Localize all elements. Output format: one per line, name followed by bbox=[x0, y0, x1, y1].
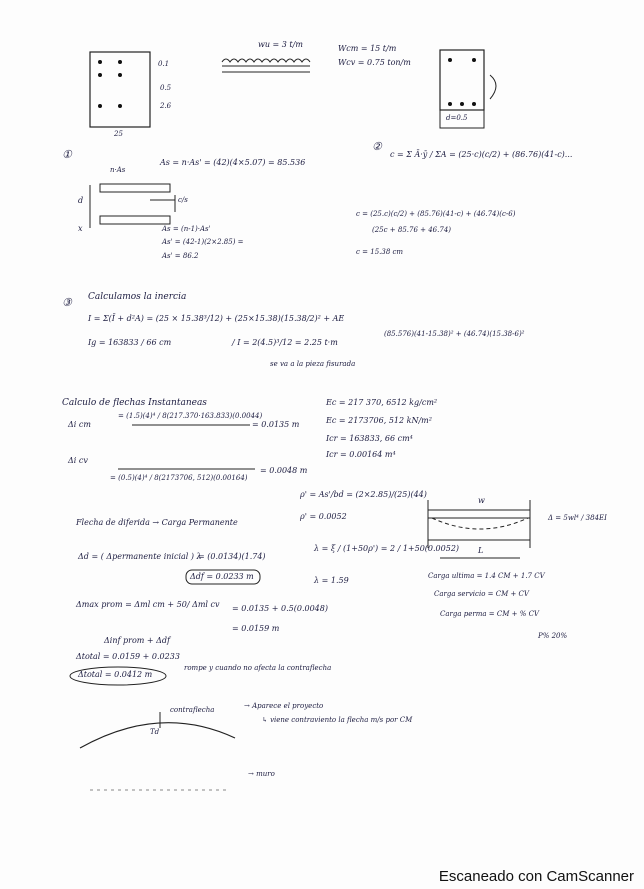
moment-arrow bbox=[490, 75, 496, 99]
beam-l: L bbox=[478, 546, 484, 555]
dmax-eq: Δmax prom = Δml cm + 50/ Δml cv bbox=[76, 600, 220, 609]
section-width: 25 bbox=[114, 130, 123, 138]
delta-result: Δdf = 0.0233 m bbox=[190, 572, 254, 581]
section3-inertia-eq: I = Σ(Ī + d²A) = (25 × 15.38³/12) + (25×15.38)(15.38/2)² + AE bbox=[88, 314, 345, 323]
section2-c-expand: c = (25.c)(c/2) + (85.76)(41-c) + (46.74)(c-6) bbox=[356, 210, 516, 218]
dcm-label: Δi cm bbox=[68, 420, 91, 429]
total-note: rompe y cuando no afecta la contraflecha bbox=[184, 664, 332, 672]
section1-step-3: As' = 86.2 bbox=[162, 252, 199, 260]
arrow-note: → muro bbox=[248, 770, 275, 778]
section1-area-eq: As = n·As' = (42)(4×5.07) = 85.536 bbox=[160, 158, 306, 167]
section3-moment-eq: / I = 2(4.5)³/12 = 2.25 t·m bbox=[232, 338, 338, 347]
ec-kg: Ec = 217 370, 6512 kg/cm² bbox=[326, 398, 438, 407]
section1-label-nas: n·As bbox=[110, 166, 126, 174]
section-box-2 bbox=[440, 50, 484, 110]
dtotal-eq: Δtotal = 0.0159 + 0.0233 bbox=[76, 652, 180, 661]
section1-step-2: As' = (42-1)(2×2.85) = bbox=[162, 238, 244, 246]
dtotal-res: Δtotal = 0.0412 m bbox=[78, 670, 153, 679]
icr-m: Icr = 0.00164 m⁴ bbox=[326, 450, 396, 459]
transformed-section-sketch bbox=[90, 184, 175, 228]
dim-b: 0.5 bbox=[160, 84, 172, 92]
dcv-result: = 0.0048 m bbox=[260, 466, 308, 475]
section3-inertia-result: Ig = 163833 / 66 cm bbox=[88, 338, 172, 347]
section2-c-result: c = 15.38 cm bbox=[356, 248, 404, 256]
section2-c-denom: (25c + 85.76 + 46.74) bbox=[372, 226, 451, 234]
contraflecha-label: contraflecha bbox=[170, 706, 215, 714]
dcm-result: = 0.0135 m bbox=[252, 420, 300, 429]
lambda-res: λ = 1.59 bbox=[314, 576, 349, 585]
rho-val: ρ' = 0.0052 bbox=[300, 512, 347, 521]
sketch-note-1: → Aparece el proyecto bbox=[244, 702, 324, 710]
load-label: wu = 3 t/m bbox=[258, 40, 303, 49]
section1-label-d: d bbox=[78, 196, 84, 205]
dmax-res: = 0.0159 m bbox=[232, 624, 280, 633]
section2-c-formula: c = Σ Ā·ȳ / ΣA = (25·c)(c/2) + (86.76)(41-c)... bbox=[390, 150, 573, 159]
rebar-dots-2 bbox=[448, 58, 476, 106]
rebar-dots-1 bbox=[98, 60, 122, 108]
section3-number: ③ bbox=[62, 296, 72, 309]
camscanner-footer: Escaneado con CamScanner bbox=[438, 868, 634, 885]
icr-cm: Icr = 163833, 66 cm⁴ bbox=[326, 434, 413, 443]
d-label: d=0.5 bbox=[446, 114, 468, 122]
section1-label-x: x bbox=[78, 224, 83, 233]
section1-number: ① bbox=[62, 148, 72, 161]
carga-perma: Carga perma = CM + % CV bbox=[440, 610, 539, 618]
section3-note: se va a la pieza fisurada bbox=[270, 360, 356, 368]
sketch-note-2: ↳ viene contraviento la flecha m/s por CM bbox=[262, 716, 413, 724]
dmax-val: = 0.0135 + 0.5(0.0048) bbox=[232, 604, 328, 613]
beam-w: w bbox=[478, 496, 485, 505]
dcv-eq: = (0.5)(4)⁴ / 8(2173706, 512)(0.00164) bbox=[110, 474, 248, 482]
loaded-beam-sketch bbox=[222, 59, 310, 72]
carga-ultima: Carga ultima = 1.4 CM + 1.7 CV bbox=[428, 572, 545, 580]
porcentaje: P% 20% bbox=[538, 632, 568, 640]
ec-kn: Ec = 2173706, 512 kN/m² bbox=[326, 416, 432, 425]
section3-inertia-cont: (85.576)(41-15.38)² + (46.74)(15.38-6)² bbox=[384, 330, 525, 338]
carga-servicio: Carga servicio = CM + CV bbox=[434, 590, 529, 598]
section1-step-1: As = (n-1)·As' bbox=[162, 225, 211, 233]
sum-label: Δinf prom + Δdf bbox=[104, 636, 170, 645]
wcm-label: Wcm = 15 t/m bbox=[338, 44, 397, 53]
lambda-eq: λ = ξ / (1+50ρ') = 2 / 1+50(0.0052) bbox=[314, 544, 460, 553]
lambda-val: = (0.0134)(1.74) bbox=[198, 552, 266, 561]
wcv-label: Wcv = 0.75 ton/m bbox=[338, 58, 411, 67]
td-label: Td bbox=[150, 728, 160, 736]
section3-title: Calculamos la inercia bbox=[88, 292, 187, 302]
dcm-eq: = (1.5)(4)⁴ / 8(217.370·163.833)(0.0044) bbox=[118, 412, 263, 420]
deflection-title: Calculo de flechas Instantaneas bbox=[62, 398, 207, 408]
rho-eq: ρ' = As'/bd = (2×2.85)/(25)(44) bbox=[300, 490, 427, 499]
delta-eq: Δd = ( Δpermanente inicial ) λ bbox=[78, 552, 202, 561]
dcv-label: Δi cv bbox=[68, 456, 88, 465]
long-term-title: Flecha de diferida → Carga Permanente bbox=[76, 518, 238, 527]
section1-label-cs: c/s bbox=[178, 196, 188, 204]
section2-number: ② bbox=[372, 140, 382, 153]
dim-c: 2.6 bbox=[160, 102, 172, 110]
dim-a: 0.1 bbox=[158, 60, 170, 68]
beam-formula: Δ = 5wl⁴ / 384EI bbox=[548, 514, 607, 522]
